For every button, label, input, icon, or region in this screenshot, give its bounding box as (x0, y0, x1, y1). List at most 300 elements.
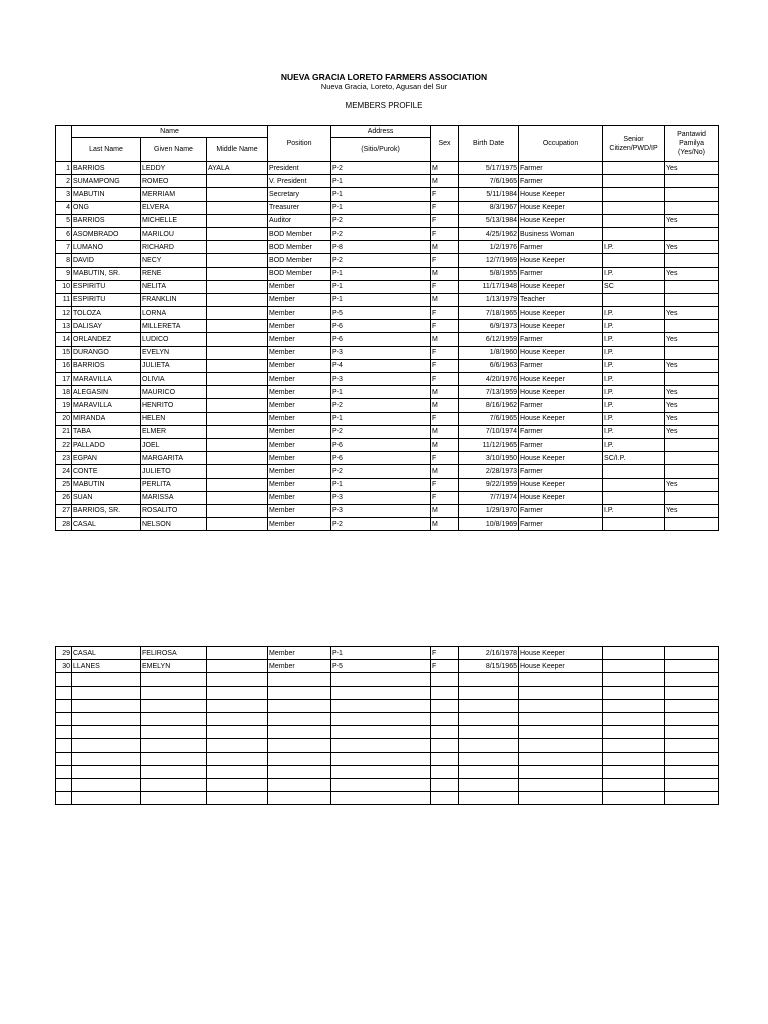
table-row (56, 465, 719, 478)
senior-cell: SC/I.P. (603, 452, 665, 465)
empty-cell (72, 739, 141, 752)
row-number: 11 (56, 293, 72, 306)
occupation-cell: House Keeper (519, 386, 603, 399)
pantawid-cell: Yes (665, 241, 719, 254)
pantawid-cell: Yes (665, 478, 719, 491)
middle-name-cell (207, 214, 268, 227)
empty-cell (56, 699, 72, 712)
empty-cell (141, 739, 207, 752)
empty-cell (207, 712, 268, 725)
occupation-cell: Farmer (519, 504, 603, 517)
pantawid-cell: Yes (665, 425, 719, 438)
empty-cell (268, 712, 331, 725)
middle-name-cell (207, 201, 268, 214)
table-row (56, 346, 719, 359)
sex-cell: F (431, 214, 459, 227)
address-cell: P-5 (331, 660, 431, 673)
sex-cell: M (431, 267, 459, 280)
last-name-cell: DURANGO (72, 346, 141, 359)
row-number: 27 (56, 504, 72, 517)
given-name-cell: EVELYN (141, 346, 207, 359)
empty-cell (207, 726, 268, 739)
middle-name-cell (207, 254, 268, 267)
last-name-cell: ESPIRITU (72, 293, 141, 306)
empty-row (56, 726, 719, 739)
given-name-cell: MAURICO (141, 386, 207, 399)
birth-date-cell: 7/10/1974 (459, 425, 519, 438)
occupation-cell: House Keeper (519, 452, 603, 465)
pantawid-cell (665, 188, 719, 201)
birth-date-cell: 4/25/1962 (459, 227, 519, 240)
col-occupation: Occupation (519, 126, 603, 162)
empty-cell (665, 765, 719, 778)
empty-cell (72, 699, 141, 712)
table-row (56, 412, 719, 425)
pantawid-cell (665, 518, 719, 531)
birth-date-cell: 7/18/1965 (459, 307, 519, 320)
empty-cell (72, 765, 141, 778)
birth-date-cell: 5/13/1984 (459, 214, 519, 227)
address-cell: P-6 (331, 333, 431, 346)
table-row (56, 504, 719, 517)
empty-cell (603, 792, 665, 805)
table-row (56, 175, 719, 188)
position-cell: Member (268, 660, 331, 673)
empty-cell (519, 726, 603, 739)
empty-cell (431, 686, 459, 699)
last-name-cell: ESPIRITU (72, 280, 141, 293)
birth-date-cell: 11/17/1948 (459, 280, 519, 293)
last-name-cell: TABA (72, 425, 141, 438)
row-number: 23 (56, 452, 72, 465)
empty-cell (331, 686, 431, 699)
occupation-cell: House Keeper (519, 320, 603, 333)
pantawid-cell (665, 293, 719, 306)
middle-name-cell (207, 438, 268, 451)
empty-row (56, 699, 719, 712)
table-row (56, 478, 719, 491)
empty-cell (519, 699, 603, 712)
sex-cell: M (431, 175, 459, 188)
table-row (56, 438, 719, 451)
middle-name-cell (207, 188, 268, 201)
given-name-cell: NELSON (141, 518, 207, 531)
table-row (56, 214, 719, 227)
occupation-cell: Farmer (519, 175, 603, 188)
senior-cell (603, 214, 665, 227)
given-name-cell: OLIVIA (141, 373, 207, 386)
empty-cell (331, 712, 431, 725)
last-name-cell: MABUTIN (72, 188, 141, 201)
empty-cell (519, 752, 603, 765)
empty-cell (459, 673, 519, 686)
middle-name-cell (207, 425, 268, 438)
empty-cell (331, 739, 431, 752)
empty-cell (72, 792, 141, 805)
col-given-name: Given Name (141, 138, 207, 162)
empty-cell (459, 712, 519, 725)
senior-cell: I.P. (603, 320, 665, 333)
empty-cell (141, 673, 207, 686)
position-cell: Member (268, 359, 331, 372)
sex-cell: F (431, 478, 459, 491)
table-row (56, 188, 719, 201)
empty-cell (603, 752, 665, 765)
address-cell: P-1 (331, 267, 431, 280)
last-name-cell: LLANES (72, 660, 141, 673)
last-name-cell: SUMAMPONG (72, 175, 141, 188)
middle-name-cell (207, 647, 268, 660)
sex-cell: F (431, 320, 459, 333)
empty-cell (72, 726, 141, 739)
birth-date-cell: 2/16/1978 (459, 647, 519, 660)
row-number: 19 (56, 399, 72, 412)
last-name-cell: ASOMBRADO (72, 227, 141, 240)
empty-cell (56, 712, 72, 725)
row-number: 9 (56, 267, 72, 280)
last-name-cell: ALEGASIN (72, 386, 141, 399)
empty-cell (268, 765, 331, 778)
senior-cell: I.P. (603, 307, 665, 320)
empty-cell (665, 686, 719, 699)
last-name-cell: CASAL (72, 518, 141, 531)
row-number: 18 (56, 386, 72, 399)
birth-date-cell: 5/8/1955 (459, 267, 519, 280)
empty-cell (665, 699, 719, 712)
given-name-cell: MICHELLE (141, 214, 207, 227)
table-row (56, 399, 719, 412)
pantawid-cell: Yes (665, 267, 719, 280)
pantawid-cell (665, 465, 719, 478)
empty-cell (207, 699, 268, 712)
empty-cell (268, 699, 331, 712)
col-pantawid: Pantawid Pamilya (Yes/No) (665, 126, 719, 162)
position-cell: Member (268, 399, 331, 412)
empty-cell (519, 686, 603, 699)
empty-cell (431, 778, 459, 791)
birth-date-cell: 7/13/1959 (459, 386, 519, 399)
table-row (56, 280, 719, 293)
empty-cell (207, 673, 268, 686)
table-row (56, 452, 719, 465)
address-cell: P-2 (331, 162, 431, 175)
given-name-cell: PERLITA (141, 478, 207, 491)
birth-date-cell: 12/7/1969 (459, 254, 519, 267)
occupation-cell: Farmer (519, 267, 603, 280)
address-cell: P-6 (331, 452, 431, 465)
address-cell: P-1 (331, 386, 431, 399)
empty-cell (603, 712, 665, 725)
empty-cell (519, 765, 603, 778)
last-name-cell: SUAN (72, 491, 141, 504)
empty-cell (141, 792, 207, 805)
sex-cell: M (431, 399, 459, 412)
pantawid-cell (665, 491, 719, 504)
birth-date-cell: 1/29/1970 (459, 504, 519, 517)
empty-cell (665, 712, 719, 725)
col-position: Position (268, 126, 331, 162)
empty-cell (56, 792, 72, 805)
address-cell: P-5 (331, 307, 431, 320)
table-row (56, 359, 719, 372)
occupation-cell: House Keeper (519, 201, 603, 214)
occupation-cell: Farmer (519, 518, 603, 531)
occupation-cell: House Keeper (519, 280, 603, 293)
senior-cell: I.P. (603, 373, 665, 386)
last-name-cell: BARRIOS (72, 359, 141, 372)
senior-cell (603, 175, 665, 188)
col-address: Address (331, 126, 431, 138)
org-title: NUEVA GRACIA LORETO FARMERS ASSOCIATION (280, 72, 488, 82)
empty-cell (72, 752, 141, 765)
empty-cell (603, 686, 665, 699)
pantawid-cell (665, 373, 719, 386)
occupation-cell: Farmer (519, 399, 603, 412)
given-name-cell: JULIETO (141, 465, 207, 478)
position-cell: V. President (268, 175, 331, 188)
empty-cell (268, 792, 331, 805)
row-number: 29 (56, 647, 72, 660)
last-name-cell: BARRIOS (72, 162, 141, 175)
table-row (56, 491, 719, 504)
table-row (56, 201, 719, 214)
position-cell: BOD Member (268, 227, 331, 240)
senior-cell: I.P. (603, 241, 665, 254)
empty-cell (72, 673, 141, 686)
occupation-cell: House Keeper (519, 647, 603, 660)
address-cell: P-4 (331, 359, 431, 372)
row-number: 30 (56, 660, 72, 673)
empty-row (56, 686, 719, 699)
given-name-cell: ELVERA (141, 201, 207, 214)
row-number: 4 (56, 201, 72, 214)
last-name-cell: MARAVILLA (72, 373, 141, 386)
senior-cell (603, 201, 665, 214)
middle-name-cell (207, 241, 268, 254)
empty-cell (603, 765, 665, 778)
given-name-cell: LORNA (141, 307, 207, 320)
table-row (56, 241, 719, 254)
pantawid-cell: Yes (665, 307, 719, 320)
empty-cell (519, 792, 603, 805)
col-last-name: Last Name (72, 138, 141, 162)
sex-cell: M (431, 386, 459, 399)
position-cell: Member (268, 491, 331, 504)
address-cell: P-1 (331, 647, 431, 660)
empty-cell (459, 792, 519, 805)
birth-date-cell: 7/6/1965 (459, 175, 519, 188)
empty-cell (459, 739, 519, 752)
position-cell: Member (268, 438, 331, 451)
sex-cell: F (431, 452, 459, 465)
empty-cell (268, 673, 331, 686)
empty-cell (331, 699, 431, 712)
empty-cell (141, 712, 207, 725)
senior-cell (603, 254, 665, 267)
empty-cell (331, 778, 431, 791)
row-number: 10 (56, 280, 72, 293)
table-row (56, 254, 719, 267)
occupation-cell: Teacher (519, 293, 603, 306)
last-name-cell: DALISAY (72, 320, 141, 333)
given-name-cell: JULIETA (141, 359, 207, 372)
empty-cell (519, 712, 603, 725)
senior-cell (603, 647, 665, 660)
col-number (56, 126, 72, 162)
pantawid-cell (665, 227, 719, 240)
pantawid-cell (665, 660, 719, 673)
middle-name-cell (207, 373, 268, 386)
given-name-cell: MARGARITA (141, 452, 207, 465)
pantawid-cell: Yes (665, 162, 719, 175)
empty-cell (331, 792, 431, 805)
pantawid-cell: Yes (665, 359, 719, 372)
birth-date-cell: 8/15/1965 (459, 660, 519, 673)
sex-cell: M (431, 333, 459, 346)
given-name-cell: MARILOU (141, 227, 207, 240)
empty-cell (519, 778, 603, 791)
table-row (56, 660, 719, 673)
sex-cell: F (431, 307, 459, 320)
row-number: 12 (56, 307, 72, 320)
empty-cell (459, 726, 519, 739)
col-name-group: Name (72, 126, 268, 138)
address-cell: P-1 (331, 478, 431, 491)
pantawid-cell (665, 175, 719, 188)
senior-cell: I.P. (603, 333, 665, 346)
empty-cell (268, 739, 331, 752)
occupation-cell: Farmer (519, 425, 603, 438)
sex-cell: F (431, 660, 459, 673)
position-cell: BOD Member (268, 241, 331, 254)
empty-row (56, 792, 719, 805)
row-number: 22 (56, 438, 72, 451)
address-cell: P-3 (331, 504, 431, 517)
empty-cell (207, 765, 268, 778)
occupation-cell: Farmer (519, 241, 603, 254)
empty-cell (459, 686, 519, 699)
members-table-continued (55, 646, 719, 805)
pantawid-cell: Yes (665, 504, 719, 517)
row-number: 28 (56, 518, 72, 531)
empty-cell (56, 673, 72, 686)
occupation-cell: Farmer (519, 465, 603, 478)
birth-date-cell: 9/22/1959 (459, 478, 519, 491)
row-number: 25 (56, 478, 72, 491)
empty-cell (603, 673, 665, 686)
empty-cell (141, 699, 207, 712)
occupation-cell: House Keeper (519, 478, 603, 491)
position-cell: Member (268, 504, 331, 517)
occupation-cell: House Keeper (519, 254, 603, 267)
middle-name-cell (207, 504, 268, 517)
table-row (56, 647, 719, 660)
address-cell: P-1 (331, 175, 431, 188)
middle-name-cell (207, 293, 268, 306)
row-number: 16 (56, 359, 72, 372)
position-cell: Auditor (268, 214, 331, 227)
birth-date-cell: 7/6/1965 (459, 412, 519, 425)
position-cell: Member (268, 452, 331, 465)
occupation-cell: House Keeper (519, 373, 603, 386)
table-row (56, 425, 719, 438)
empty-cell (207, 778, 268, 791)
sex-cell: F (431, 254, 459, 267)
row-number: 1 (56, 162, 72, 175)
row-number: 26 (56, 491, 72, 504)
address-cell: P-1 (331, 188, 431, 201)
empty-cell (56, 778, 72, 791)
empty-cell (141, 778, 207, 791)
empty-cell (141, 752, 207, 765)
occupation-cell: House Keeper (519, 188, 603, 201)
middle-name-cell (207, 175, 268, 188)
address-cell: P-1 (331, 280, 431, 293)
given-name-cell: ROMEO (141, 175, 207, 188)
empty-cell (519, 673, 603, 686)
occupation-cell: House Keeper (519, 491, 603, 504)
occupation-cell: House Keeper (519, 214, 603, 227)
middle-name-cell (207, 491, 268, 504)
empty-cell (72, 712, 141, 725)
table-row (56, 333, 719, 346)
row-number: 21 (56, 425, 72, 438)
row-number: 24 (56, 465, 72, 478)
last-name-cell: ONG (72, 201, 141, 214)
birth-date-cell: 8/16/1962 (459, 399, 519, 412)
empty-cell (207, 752, 268, 765)
empty-cell (141, 686, 207, 699)
row-number: 5 (56, 214, 72, 227)
empty-cell (268, 686, 331, 699)
address-cell: P-2 (331, 399, 431, 412)
empty-cell (56, 752, 72, 765)
birth-date-cell: 8/3/1967 (459, 201, 519, 214)
position-cell: Member (268, 518, 331, 531)
senior-cell: SC (603, 280, 665, 293)
sex-cell: M (431, 241, 459, 254)
given-name-cell: EMELYN (141, 660, 207, 673)
empty-cell (665, 778, 719, 791)
empty-cell (431, 699, 459, 712)
empty-cell (603, 699, 665, 712)
position-cell: President (268, 162, 331, 175)
given-name-cell: RENE (141, 267, 207, 280)
birth-date-cell: 1/13/1979 (459, 293, 519, 306)
last-name-cell: CASAL (72, 647, 141, 660)
given-name-cell: JOEL (141, 438, 207, 451)
pantawid-cell (665, 201, 719, 214)
empty-row (56, 765, 719, 778)
birth-date-cell: 1/2/1976 (459, 241, 519, 254)
birth-date-cell: 11/12/1965 (459, 438, 519, 451)
pantawid-cell (665, 320, 719, 333)
senior-cell: I.P. (603, 386, 665, 399)
empty-cell (268, 778, 331, 791)
given-name-cell: MARISSA (141, 491, 207, 504)
empty-cell (72, 778, 141, 791)
empty-cell (141, 765, 207, 778)
empty-cell (268, 726, 331, 739)
empty-cell (431, 712, 459, 725)
position-cell: Member (268, 647, 331, 660)
given-name-cell: ELMER (141, 425, 207, 438)
row-number: 6 (56, 227, 72, 240)
last-name-cell: TOLOZA (72, 307, 141, 320)
position-cell: Member (268, 280, 331, 293)
row-number: 17 (56, 373, 72, 386)
given-name-cell: LUDICO (141, 333, 207, 346)
